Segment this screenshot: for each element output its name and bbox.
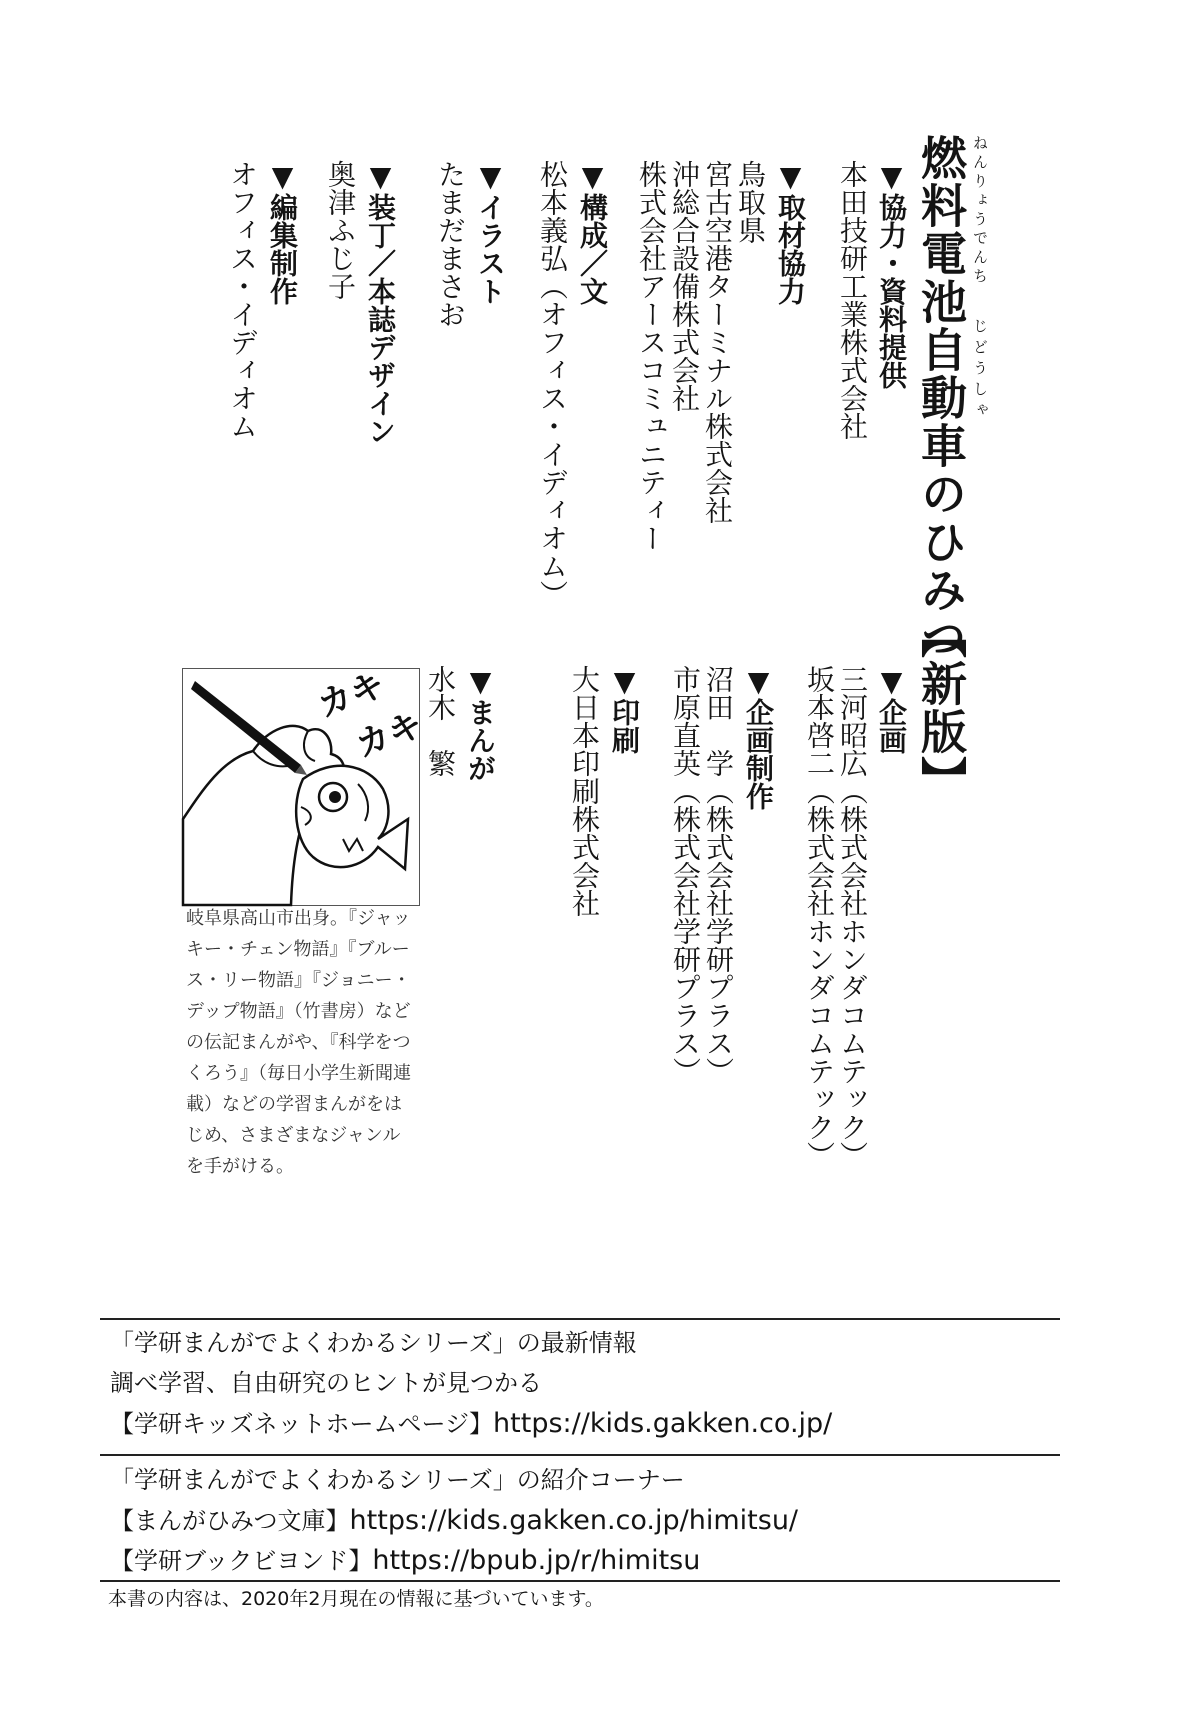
sfx-kaki-1: カキ [312, 664, 390, 726]
divider-top [100, 1318, 1060, 1320]
sfx-kaki-2: カキ [350, 704, 428, 766]
credit-line: たまだまさお [434, 160, 467, 328]
info-line-with-url [110, 1410, 832, 1437]
info-line: 「学研まんがでよくわかるシリーズ」の紹介コーナー [110, 1466, 685, 1494]
credit-line: 本田技研工業株式会社 [836, 160, 869, 440]
site-label: 【学研キッズネットホームページ】 [110, 1410, 494, 1438]
credit-line: 松本義弘（オフィス・イディオム） [536, 160, 569, 608]
credit-line: 市原直英（株式会社学研プラス） [669, 665, 702, 1085]
site-label: 【学研ブックビヨンド】 [110, 1547, 373, 1575]
artist-bio: 岐阜県高山市出身。『ジャッキー・チェン物語』『ブルース・リー物語』『ジョニー・デップ物語』（竹書房）などの伝記まんがや、『科学をつくろう』（毎日小学生新聞連載）などの学習まんがをはじめ、さまざまなジャンルを手がける。 [186, 908, 411, 1177]
credit-heading: ▼印刷 [608, 665, 641, 754]
credit-heading: ▼構成／文 [576, 160, 609, 305]
kids-site-link[interactable]: https://kids.gakken.co.jp/ [493, 1408, 833, 1439]
title-ruby-2: じどうしゃ [971, 318, 989, 423]
credit-heading: ▼取材協力 [774, 160, 807, 305]
credit-line: 奥津ふじ子 [324, 160, 357, 300]
credit-line: 水木 繁 [424, 665, 457, 777]
credit-line: オフィス・イディオム [226, 160, 259, 440]
credit-heading: ▼装丁／本誌デザイン [364, 160, 397, 445]
himitsu-library-link[interactable]: https://kids.gakken.co.jp/himitsu/ [349, 1505, 799, 1536]
credit-heading: ▼まんが [464, 665, 497, 782]
site-label: 【まんがひみつ文庫】 [110, 1507, 350, 1535]
credit-line: 大日本印刷株式会社 [568, 665, 601, 917]
book-beyond-link[interactable]: https://bpub.jp/r/himitsu [372, 1545, 701, 1576]
credit-heading: ▼編集制作 [266, 160, 299, 305]
credit-line: 沼田 学（株式会社学研プラス） [702, 665, 735, 1085]
divider-bottom [100, 1580, 1060, 1582]
drawing-hand-fish-illustration [183, 664, 428, 905]
artist-illustration [182, 664, 428, 906]
title-edition: 【新版】 [914, 612, 968, 804]
credit-heading: ▼企画制作 [742, 665, 775, 810]
credit-line: 鳥取県 [734, 160, 767, 244]
info-line-with-url [110, 1507, 798, 1534]
credit-line: 宮古空港ターミナル株式会社 [701, 160, 734, 524]
credit-heading: ▼イラスト [474, 160, 507, 305]
divider-middle [100, 1454, 1060, 1456]
info-line: 調べ学習、自由研究のヒントが見つかる [110, 1369, 542, 1397]
footnote: 本書の内容は、2020年2月現在の情報に基づいています。 [108, 1588, 604, 1610]
credit-line: 三河昭広（株式会社ホンダコムテック） [836, 665, 869, 1169]
info-line-with-url [110, 1547, 700, 1574]
credit-line: 沖総合設備株式会社 [668, 160, 701, 412]
title-ruby-1: ねんりょうでんち [971, 135, 989, 287]
credit-heading: ▼企画 [875, 665, 908, 754]
info-line: 「学研まんがでよくわかるシリーズ」の最新情報 [110, 1329, 637, 1357]
credit-line: 坂本啓二（株式会社ホンダコムテック） [803, 665, 836, 1169]
title-main: 燃料電池自動車のひみつ [914, 134, 968, 662]
credit-line: 株式会社アースコミュニティー [635, 160, 668, 552]
credit-heading: ▼協力・資料提供 [875, 160, 908, 389]
